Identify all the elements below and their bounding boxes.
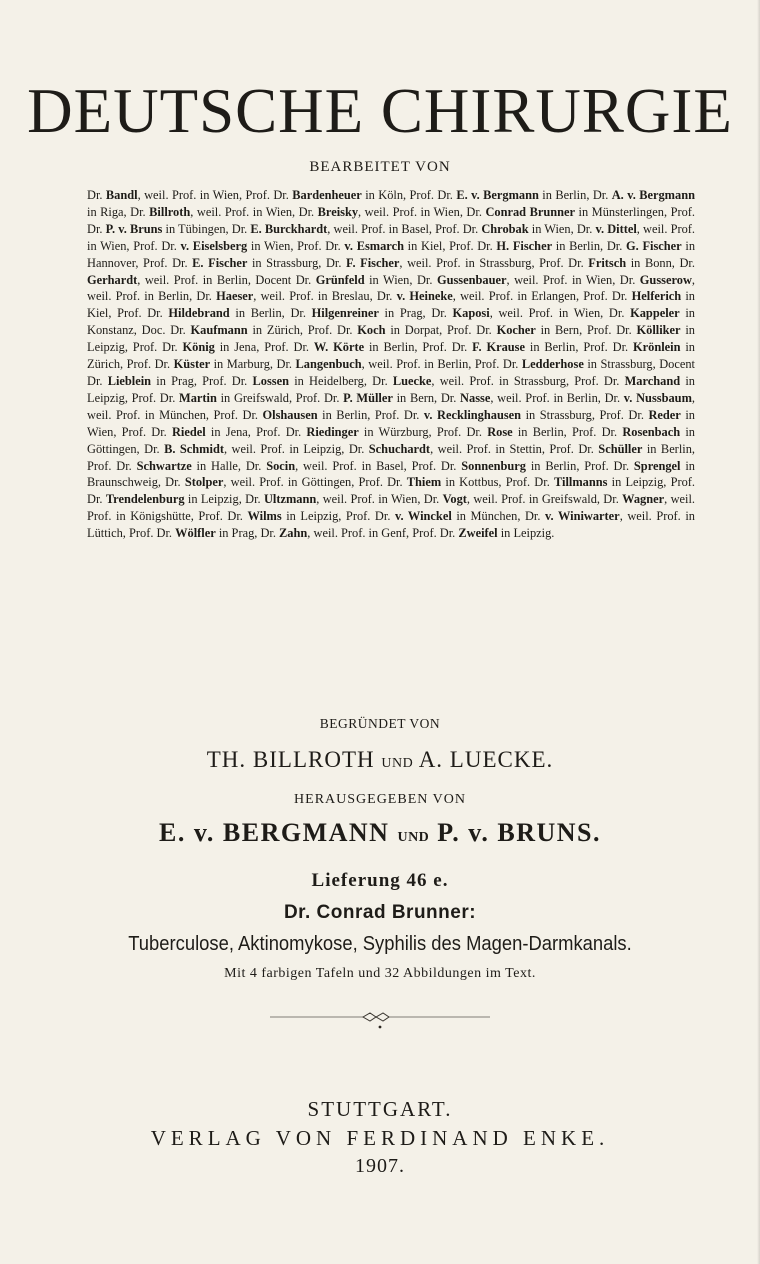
contributor-affiliation: , weil. Prof. in Wien, Prof. Dr. (87, 221, 696, 253)
contributor-affiliation: in Zürich, Prof. Dr. (87, 340, 696, 372)
contributor-affiliation: in Kiel, Prof. Dr. (87, 289, 696, 321)
author-name: Dr. Conrad Brunner: (283, 902, 477, 923)
contributor-affiliation: in Prag, Dr. (215, 526, 280, 541)
contributor-name: Gerhardt (87, 272, 138, 287)
contributors-list (87, 187, 695, 542)
contributor-affiliation: , weil. Prof. in Wien, Dr. (190, 204, 318, 219)
contributor-name: v. Esmarch (344, 238, 404, 253)
contributor-affiliation: in Prag, Prof. Dr. (151, 373, 253, 388)
volume-subject: Tuberculose, Aktinomykose, Syphilis des Magen-Darmkanals. (128, 933, 632, 955)
contributor-name: Kaposi (452, 306, 490, 321)
contributor-affiliation: , weil. Prof. in Wien, Dr. (489, 306, 631, 321)
contributor-affiliation: , weil. Prof. in Strassburg, Prof. Dr. (399, 255, 589, 270)
contributor-affiliation: in Strassburg, Prof. Dr. (521, 407, 649, 422)
published-by-label: HERAUSGEGEBEN VON (294, 792, 466, 807)
contributor-name: Gusserow (639, 272, 692, 287)
contributor-affiliation: in Marburg, Dr. (210, 357, 296, 372)
contributor-affiliation: , weil. Prof. in Breslau, Dr. (253, 289, 397, 304)
contributor-affiliation: , weil. Prof. in Greifswald, Dr. (466, 492, 623, 507)
contributor-affiliation: in Bonn, Dr. (626, 255, 695, 270)
contributor-affiliation: in Köln, Prof. Dr. (361, 188, 457, 202)
contributor-affiliation: , weil. Prof. in Berlin, Dr. (87, 272, 695, 304)
editor-bruns: P. v. BRUNS. (437, 818, 601, 847)
founders (0, 747, 760, 773)
contributor-name: Zahn (279, 526, 308, 541)
contributor-name: Riedel (171, 424, 206, 439)
contributor-affiliation: , weil. Prof. in Berlin, Prof. Dr. (361, 357, 522, 372)
contributor-name: Ultzmann (263, 492, 317, 507)
contributor-name: Reder (648, 407, 681, 422)
ornamental-rule-icon (270, 1009, 490, 1029)
contributor-name: Wilms (247, 509, 282, 524)
editors-conjunction: UND (397, 830, 430, 845)
contributor-affiliation: in Tübingen, Dr. (162, 221, 251, 236)
contributor-affiliation: in Leipzig, Prof. Dr. (87, 475, 696, 507)
contributor-name: H. Fischer (496, 238, 553, 253)
contributor-name: Rosenbach (622, 424, 681, 439)
contributor-affiliation: in Jena, Prof. Dr. (205, 424, 307, 439)
contributor-name: Lossen (252, 373, 289, 388)
contributor-affiliation: , weil. Prof. in Stettin, Prof. Dr. (430, 441, 599, 456)
contributor-affiliation: , weil. Prof. in Leipzig, Dr. (223, 441, 369, 456)
contributor-affiliation: , weil. Prof. in Wien, Prof. Dr. (137, 188, 293, 202)
contributor-name: Hildebrand (168, 306, 230, 321)
contributor-affiliation: in Hannover, Prof. Dr. (87, 238, 696, 270)
contributor-name: Krönlein (633, 340, 681, 355)
contributor-affiliation: in Kottbus, Prof. Dr. (441, 475, 554, 490)
contributor-affiliation: in München, Dr. (451, 509, 546, 524)
contributor-name: B. Schmidt (164, 441, 224, 456)
contributor-name: Kaufmann (190, 323, 248, 338)
contributor-name: Stolper (184, 475, 224, 490)
contributor-name: P. v. Bruns (105, 221, 163, 236)
contributor-name: Koch (357, 323, 386, 338)
contributor-affiliation: in Braunschweig, Dr. (87, 458, 695, 490)
contributor-name: Fritsch (588, 255, 627, 270)
contributor-affiliation: in Berlin, Dr. (538, 188, 612, 202)
contributor-affiliation: in Berlin, Prof. Dr. (87, 441, 695, 473)
contributor-name: Langenbuch (295, 357, 362, 372)
publication-place: STUTTGART. (307, 1097, 453, 1121)
contributor-affiliation: in Prag, Dr. (378, 306, 453, 321)
contributor-name: F. Fischer (346, 255, 400, 270)
contributor-affiliation: in Dorpat, Prof. Dr. (385, 323, 497, 338)
contributor-name: Nasse (460, 390, 491, 405)
series-title: DEUTSCHE CHIRURGIE (27, 76, 733, 146)
contributor-affiliation: in Berlin, Prof. Dr. (317, 407, 424, 422)
contributor-name: Chrobak (481, 221, 529, 236)
contributor-affiliation: , weil. Prof. in Göttingen, Prof. Dr. (223, 475, 407, 490)
contributor-affiliation: , weil. Prof. in Berlin, Dr. (490, 390, 624, 405)
contributor-affiliation: in Leipzig, Dr. (184, 492, 264, 507)
contributor-affiliation: in Berlin, Prof. Dr. (525, 340, 633, 355)
founder-luecke: A. LUECKE. (418, 747, 554, 772)
contributor-name: Olshausen (262, 407, 318, 422)
contributor-name: Helferich (631, 289, 682, 304)
contributor-affiliation: in Würzburg, Prof. Dr. (358, 424, 488, 439)
contributor-affiliation: in Wien, Prof. Dr. (247, 238, 345, 253)
contributor-name: W. Körte (313, 340, 365, 355)
contributor-affiliation: in Bern, Prof. Dr. (535, 323, 637, 338)
contributor-affiliation: in Münsterlingen, Prof. Dr. (87, 204, 696, 236)
contributor-affiliation: , weil. Prof. in Genf, Prof. Dr. (307, 526, 459, 541)
founders-conjunction: UND (381, 756, 414, 771)
contributor-name: Schwartze (136, 458, 192, 473)
founded-by-label: BEGRÜNDET VON (319, 716, 441, 731)
contributor-affiliation: in Leipzig, Prof. Dr. (281, 509, 395, 524)
contributor-name: Lieblein (107, 373, 152, 388)
contributor-affiliation: in Strassburg, Docent Dr. (87, 357, 696, 388)
contributor-name: König (182, 340, 215, 355)
contributor-name: Grünfeld (315, 272, 365, 287)
contributor-affiliation: in Kiel, Prof. Dr. (403, 238, 497, 253)
contributor-affiliation: , weil. Prof. in Erlangen, Prof. Dr. (452, 289, 632, 304)
contributor-name: v. Eiselsberg (180, 238, 248, 253)
contributor-affiliation: in Berlin, Dr. (552, 238, 627, 253)
contributor-affiliation: , weil. Prof. in München, Prof. Dr. (87, 390, 695, 422)
contributor-name: Schüller (598, 441, 643, 456)
editor-bergmann: E. v. BERGMANN (158, 818, 390, 847)
contributor-name: Bardenheuer (292, 188, 362, 202)
contributor-name: Hilgenreiner (311, 306, 379, 321)
contributor-name: Rose (487, 424, 513, 439)
contributor-name: Kappeler (630, 306, 680, 321)
contributor-name: Marchand (624, 373, 681, 388)
contributor-name: Bandl (105, 188, 138, 202)
contributor-affiliation: , weil. Prof. in Lüttich, Prof. Dr. (87, 509, 695, 541)
contributor-affiliation: in Strassburg, Dr. (247, 255, 347, 270)
contributor-affiliation: in Bern, Dr. (392, 390, 461, 405)
contributor-affiliation: in Berlin, Prof. Dr. (526, 458, 634, 473)
contributor-name: P. Müller (343, 390, 393, 405)
contributor-name: v. Dittel (595, 221, 637, 236)
contributor-affiliation: in Leipzig. (497, 526, 555, 541)
contributor-affiliation: in Konstanz, Doc. Dr. (87, 306, 695, 338)
contributor-name: A. v. Bergmann (611, 188, 695, 202)
contributor-name: Riedinger (306, 424, 359, 439)
contributor-name: Küster (173, 357, 211, 372)
contributor-affiliation: in Heidelberg, Dr. (289, 373, 393, 388)
contributor-name: v. Heineke (396, 289, 453, 304)
contributor-affiliation: in Wien, Prof. Dr. (87, 407, 695, 439)
contributor-name: Kölliker (636, 323, 681, 338)
contributor-name: v. Winiwarter (545, 509, 620, 524)
publication-year: 1907. (355, 1155, 405, 1177)
contributor-affiliation: in Leipzig, Prof. Dr. (87, 373, 695, 405)
publisher: VERLAG VON FERDINAND ENKE. (150, 1126, 610, 1150)
founder-billroth: TH. BILLROTH (206, 747, 375, 772)
contributor-affiliation: in Berlin, Prof. Dr. (364, 340, 473, 355)
contributor-affiliation: , weil. Prof. in Wien, Dr. (316, 492, 443, 507)
contributor-affiliation: , weil. Prof. in Berlin, Docent Dr. (137, 272, 316, 287)
contributor-name: G. Fischer (626, 238, 682, 253)
contributor-affiliation: , weil. Prof. in Königshütte, Prof. Dr. (87, 492, 695, 524)
plates-note: Mit 4 farbigen Tafeln und 32 Abbildungen im Text. (224, 966, 536, 981)
contributor-affiliation: , weil. Prof. in Basel, Prof. Dr. (327, 221, 482, 236)
contributor-name: Ledderhose (521, 357, 584, 372)
contributor-name: Thiem (406, 475, 442, 490)
contributor-name: Schuchardt (368, 441, 431, 456)
contributor-name: Martin (179, 390, 217, 405)
contributor-name: Sonnenburg (461, 458, 526, 473)
contributor-name: Luecke (392, 373, 432, 388)
contributor-affiliation: in Zürich, Prof. Dr. (247, 323, 358, 338)
contributor-name: Breisky (317, 204, 359, 219)
contributor-name: Tillmanns (553, 475, 608, 490)
contributor-affiliation: in Göttingen, Dr. (87, 424, 695, 456)
contributor-name: E. v. Bergmann (456, 188, 539, 202)
contributor-name: Sprengel (633, 458, 681, 473)
contributor-name: Trendelenburg (105, 492, 185, 507)
contributor-affiliation: , weil. Prof. in Wien, Dr. (358, 204, 486, 219)
contributor-affiliation: , weil. Prof. in Wien, Dr. (506, 272, 640, 287)
contributor-affiliation: in Berlin, Prof. Dr. (512, 424, 623, 439)
contributor-affiliation: in Jena, Prof. Dr. (214, 340, 314, 355)
contributor-name: Kocher (496, 323, 536, 338)
contributor-affiliation: in Leipzig, Prof. Dr. (87, 323, 695, 355)
contributor-name: F. Krause (472, 340, 526, 355)
contributor-name: Wagner (622, 492, 665, 507)
contributor-name: Zweifel (458, 526, 498, 541)
contributor-name: Billroth (149, 204, 191, 219)
contributor-name: v. Winckel (394, 509, 452, 524)
contributor-affiliation: in Riga, Dr. (87, 204, 150, 219)
contributor-name: v. Nussbaum (623, 390, 692, 405)
contributor-name: v. Recklinghausen (423, 407, 522, 422)
contributor-name: E. Fischer (192, 255, 248, 270)
contributor-name: Gussenbauer (436, 272, 507, 287)
contributor-affiliation: in Wien, Dr. (364, 272, 437, 287)
contributor-name: Socin (266, 458, 296, 473)
edited-by-label: BEARBEITET VON (309, 159, 451, 175)
contributor-affiliation: Dr. (87, 188, 106, 202)
contributor-affiliation: in Halle, Dr. (191, 458, 267, 473)
contributor-affiliation: in Greifswald, Prof. Dr. (216, 390, 344, 405)
contributor-name: Conrad Brunner (485, 204, 576, 219)
editors (0, 818, 760, 848)
contributor-name: Wölfler (175, 526, 216, 541)
contributor-name: E. Burckhardt (250, 221, 328, 236)
contributor-name: Haeser (216, 289, 254, 304)
contributor-affiliation: , weil. Prof. in Basel, Prof. Dr. (295, 458, 462, 473)
contributor-name: Vogt (442, 492, 467, 507)
contributor-affiliation: in Wien, Dr. (528, 221, 596, 236)
contributor-affiliation: , weil. Prof. in Strassburg, Prof. Dr. (431, 373, 625, 388)
contributor-affiliation: in Berlin, Dr. (229, 306, 312, 321)
issue-number: Lieferung 46 e. (311, 870, 449, 891)
